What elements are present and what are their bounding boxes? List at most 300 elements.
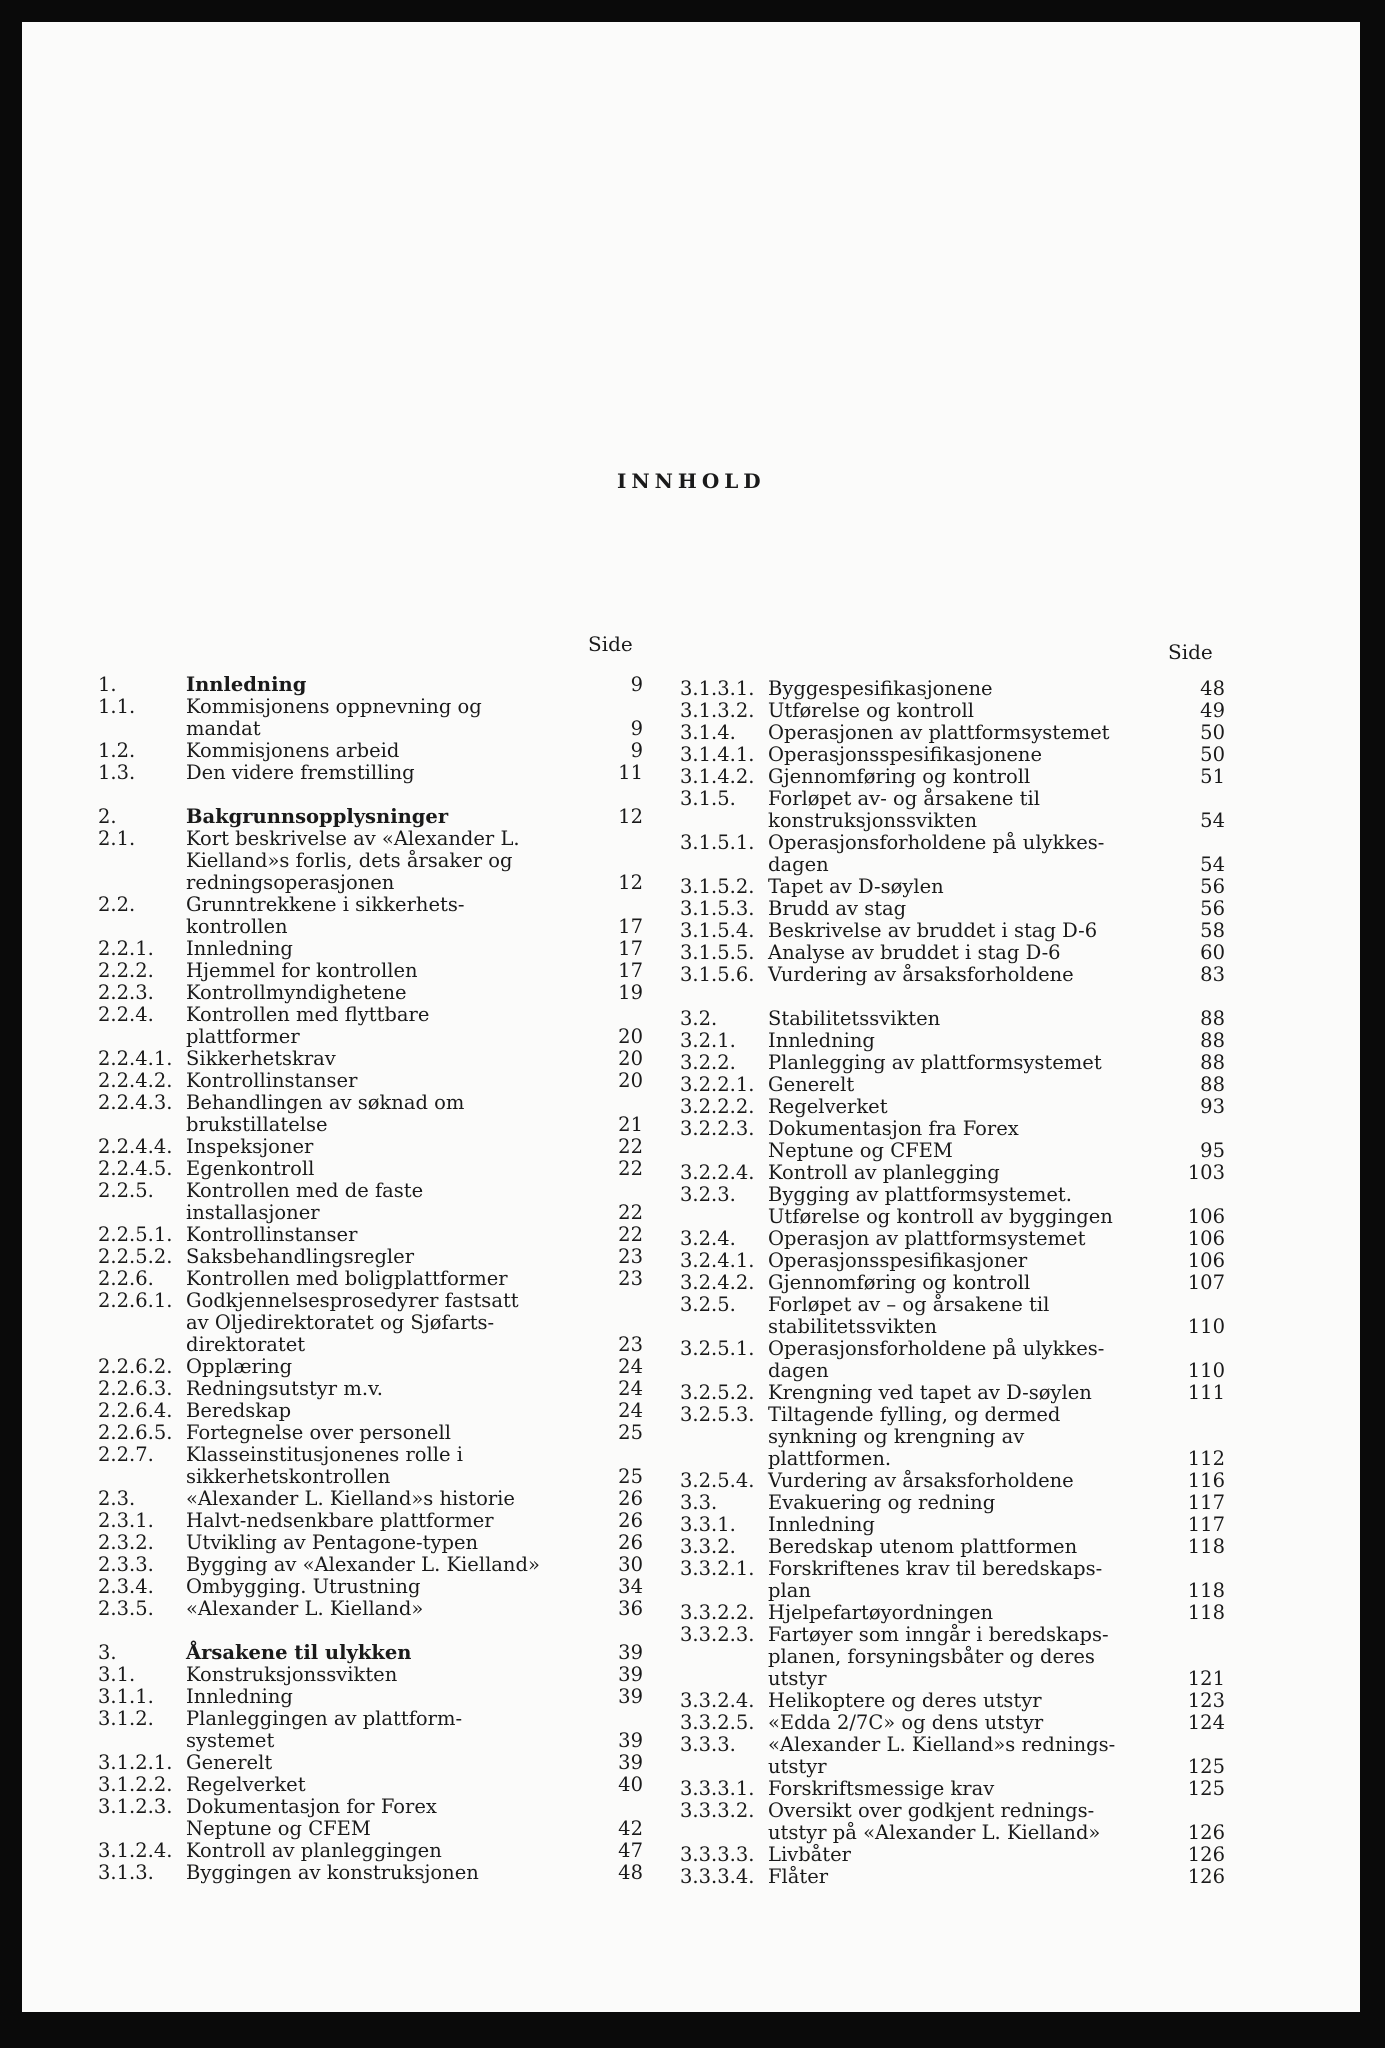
toc-entry-number: 2.2.6.5.: [98, 1421, 173, 1444]
toc-entry-page: 125: [1187, 1755, 1225, 1778]
toc-entry-number: 3.3.3.2.: [680, 1799, 755, 1822]
toc-entry-title: [768, 1514, 1173, 1536]
toc-entry-number: 3.2.5.2.: [680, 1381, 755, 1404]
toc-entry-number: 3.1.4.2.: [680, 765, 755, 788]
toc-entry-title: [768, 1184, 1173, 1228]
toc-entry-number: 1.: [98, 673, 117, 696]
toc-entry-number: 3.2.4.: [680, 1227, 736, 1250]
toc-entry-line: utstyr: [768, 1667, 827, 1690]
toc-left-column: [98, 674, 643, 1884]
toc-entry-title: [186, 1796, 591, 1840]
toc-entry-line: Utvikling av Pentagone-typen: [186, 1531, 479, 1554]
toc-entry-title: [186, 894, 591, 938]
toc-entry-title: [186, 1488, 591, 1510]
toc-entry-number: 3.2.5.1.: [680, 1337, 755, 1360]
toc-entry-title: [768, 1844, 1173, 1866]
toc-entry-number: 2.2.4.2.: [98, 1069, 173, 1092]
toc-entry-title: [768, 1866, 1173, 1888]
toc-entry-number: 2.3.3.: [98, 1553, 154, 1576]
toc-entry-line: plattformen.: [768, 1447, 892, 1470]
toc-entry: [680, 1514, 1225, 1536]
toc-entry-page: 24: [618, 1399, 643, 1422]
toc-entry-number: 3.2.2.: [680, 1051, 736, 1074]
toc-entry-line: Den videre fremstilling: [186, 761, 415, 784]
toc-entry-number: 3.1.5.1.: [680, 831, 755, 854]
toc-entry-number: 3.1.5.4.: [680, 919, 755, 942]
toc-entry-number: 3.2.3.: [680, 1183, 736, 1206]
toc-entry-page: 9: [630, 739, 643, 762]
toc-entry: [680, 744, 1225, 766]
toc-entry-line: Årsakene til ulykken: [186, 1641, 412, 1664]
toc-entry-number: 2.2.5.2.: [98, 1245, 173, 1268]
toc-entry-number: 3.1.5.: [680, 787, 736, 810]
toc-entry-page: 17: [618, 915, 643, 938]
toc-entry-line: Livbåter: [768, 1843, 852, 1866]
toc-entry-page: 88: [1200, 1007, 1225, 1030]
toc-entry-title: [768, 1294, 1173, 1338]
toc-entry-page: 39: [618, 1751, 643, 1774]
toc-entry-line: Vurdering av årsaksforholdene: [768, 963, 1074, 986]
toc-entry-page: 40: [618, 1773, 643, 1796]
toc-entry-number: 3.3.1.: [680, 1513, 736, 1536]
toc-entry-number: 3.3.3.: [680, 1733, 736, 1756]
toc-entry: [98, 1598, 643, 1620]
toc-entry-line: Brudd av stag: [768, 897, 907, 920]
toc-entry: [98, 1136, 643, 1158]
toc-entry-line: Beredskap: [186, 1399, 292, 1422]
toc-entry-line: Forskriftsmessige krav: [768, 1777, 995, 1800]
toc-entry-page: 39: [618, 1663, 643, 1686]
toc-entry-number: 2.2.1.: [98, 937, 154, 960]
toc-entry-number: 3.3.3.3.: [680, 1843, 755, 1866]
toc-entry-title: [186, 1598, 591, 1620]
toc-entry-page: 107: [1187, 1271, 1225, 1294]
toc-entry-number: 3.1.5.2.: [680, 875, 755, 898]
toc-entry-title: [768, 744, 1173, 766]
toc-entry-page: 95: [1200, 1139, 1225, 1162]
document-page: [22, 22, 1360, 2012]
toc-entry: [680, 1008, 1225, 1030]
toc-entry-title: [186, 1510, 591, 1532]
toc-entry-line: Gjennomføring og kontroll: [768, 765, 1031, 788]
toc-entry: [98, 1048, 643, 1070]
toc-entry: [680, 1382, 1225, 1404]
toc-entry-line: Byggespesifikasjonene: [768, 677, 993, 700]
toc-entry-page: 19: [618, 981, 643, 1004]
toc-entry-line: Hjemmel for kontrollen: [186, 959, 418, 982]
toc-entry-page: 26: [618, 1531, 643, 1554]
toc-entry-page: 17: [618, 959, 643, 982]
toc-entry-number: 3.2.: [680, 1007, 718, 1030]
toc-entry-line: synkning og krengning av: [768, 1425, 1025, 1448]
toc-entry: [98, 1356, 643, 1378]
toc-entry: [98, 740, 643, 762]
toc-entry-number: 3.3.2.5.: [680, 1711, 755, 1734]
toc-entry: [680, 1404, 1225, 1470]
toc-entry-title: [186, 1686, 591, 1708]
toc-entry-line: plattformer: [186, 1025, 300, 1048]
toc-entry-page: 39: [618, 1641, 643, 1664]
toc-entry-title: [186, 1642, 591, 1664]
toc-entry-line: kontrollen: [186, 915, 288, 938]
toc-entry-title: [186, 1576, 591, 1598]
toc-entry-line: Bygging av «Alexander L. Kielland»: [186, 1553, 540, 1576]
toc-entry-line: Hjelpefartøyordningen: [768, 1601, 994, 1624]
toc-entry-line: Redningsutstyr m.v.: [186, 1377, 383, 1400]
toc-entry-page: 30: [618, 1553, 643, 1576]
toc-entry-line: Operasjonsspesifikasjoner: [768, 1249, 1028, 1272]
toc-entry-title: [768, 1338, 1173, 1382]
toc-entry-line: dagen: [768, 1359, 829, 1382]
toc-entry-number: 3.3.2.: [680, 1535, 736, 1558]
toc-entry-number: 3.1.2.2.: [98, 1773, 173, 1796]
toc-entry-page: 106: [1187, 1249, 1225, 1272]
toc-entry-page: 88: [1200, 1073, 1225, 1096]
toc-entry-page: 9: [630, 673, 643, 696]
toc-entry-page: 56: [1200, 897, 1225, 920]
toc-entry-line: plan: [768, 1579, 811, 1602]
toc-entry: [98, 894, 643, 938]
toc-entry: [680, 964, 1225, 986]
toc-entry-line: Innledning: [768, 1513, 875, 1536]
toc-entry-page: 22: [618, 1223, 643, 1246]
toc-entry-title: [186, 1774, 591, 1796]
toc-entry-line: installasjoner: [186, 1201, 320, 1224]
toc-entry-title: [186, 1048, 591, 1070]
side-label-right: Side: [1168, 640, 1213, 664]
toc-entry: [98, 1444, 643, 1488]
toc-entry-line: Fortegnelse over personell: [186, 1421, 451, 1444]
toc-entry-title: [768, 1030, 1173, 1052]
toc-entry-number: 1.3.: [98, 761, 136, 784]
toc-entry: [98, 960, 643, 982]
toc-entry-page: 22: [618, 1201, 643, 1224]
toc-entry-line: mandat: [186, 717, 261, 740]
toc-entry: [680, 942, 1225, 964]
toc-entry-number: 2.3.5.: [98, 1597, 154, 1620]
toc-entry: [98, 1686, 643, 1708]
toc-entry: [680, 678, 1225, 700]
toc-entry: [98, 1158, 643, 1180]
toc-entry-number: 2.: [98, 805, 117, 828]
toc-entry-title: [186, 696, 591, 740]
toc-entry-page: 42: [618, 1817, 643, 1840]
toc-entry-page: 56: [1200, 875, 1225, 898]
toc-entry-title: [186, 1070, 591, 1092]
toc-entry-line: Kontrollinstanser: [186, 1069, 358, 1092]
toc-entry: [680, 1624, 1225, 1690]
toc-entry-title: [768, 1162, 1173, 1184]
toc-entry-page: 25: [618, 1421, 643, 1444]
toc-entry-title: [186, 982, 591, 1004]
toc-entry: [680, 1096, 1225, 1118]
toc-entry-line: Kort beskrivelse av «Alexander L.: [186, 827, 520, 850]
toc-entry-line: utstyr: [768, 1755, 827, 1778]
toc-entry-number: 2.2.7.: [98, 1443, 154, 1466]
toc-entry-number: 3.1.3.: [98, 1861, 154, 1884]
toc-entry-page: 126: [1187, 1843, 1225, 1866]
toc-entry-line: Helikoptere og deres utstyr: [768, 1689, 1042, 1712]
toc-entry-page: 54: [1200, 853, 1225, 876]
toc-entry: [98, 1400, 643, 1422]
toc-entry-line: Konstruksjonssvikten: [186, 1663, 398, 1686]
toc-entry-number: 3.2.2.2.: [680, 1095, 755, 1118]
toc-entry: [680, 1118, 1225, 1162]
toc-entry-page: 20: [618, 1047, 643, 1070]
toc-entry-page: 126: [1187, 1865, 1225, 1888]
toc-entry-line: Halvt-nedsenkbare plattformer: [186, 1509, 494, 1532]
toc-entry-line: Kontrollen med flyttbare: [186, 1003, 430, 1026]
toc-entry-line: Tiltagende fylling, og dermed: [768, 1403, 1061, 1426]
toc-entry-page: 48: [1200, 677, 1225, 700]
toc-entry-number: 3.1.: [98, 1663, 136, 1686]
toc-entry-number: 3.1.2.4.: [98, 1839, 173, 1862]
toc-entry: [98, 1510, 643, 1532]
toc-entry-title: [186, 1268, 591, 1290]
toc-entry-line: Neptune og CFEM: [768, 1139, 953, 1162]
toc-entry-line: Operasjonsforholdene på ulykkes-: [768, 1337, 1105, 1360]
toc-entry-number: 2.2.6.1.: [98, 1289, 173, 1312]
toc-entry: [680, 788, 1225, 832]
toc-entry-number: 2.2.4.4.: [98, 1135, 173, 1158]
toc-entry-number: 3.3.3.1.: [680, 1777, 755, 1800]
toc-entry: [680, 1250, 1225, 1272]
toc-entry: [98, 1422, 643, 1444]
toc-entry-title: [768, 1008, 1173, 1030]
toc-entry-line: Byggingen av konstruksjonen: [186, 1861, 479, 1884]
toc-entry: [98, 1378, 643, 1400]
toc-entry: [680, 1030, 1225, 1052]
toc-entry-page: 93: [1200, 1095, 1225, 1118]
toc-entry-line: Forskriftenes krav til beredskaps-: [768, 1557, 1103, 1580]
toc-entry: [680, 1690, 1225, 1712]
toc-entry: [98, 1642, 643, 1664]
toc-entry-title: [186, 1708, 591, 1752]
toc-entry-line: Vurdering av årsaksforholdene: [768, 1469, 1074, 1492]
toc-entry-line: Ombygging. Utrustning: [186, 1575, 421, 1598]
toc-entry-page: 118: [1187, 1579, 1225, 1602]
toc-entry-page: 23: [618, 1245, 643, 1268]
toc-entry-page: 23: [618, 1267, 643, 1290]
toc-entry-number: 2.2.5.1.: [98, 1223, 173, 1246]
toc-entry-title: [768, 1272, 1173, 1294]
toc-entry-line: Inspeksjoner: [186, 1135, 314, 1158]
toc-entry: [680, 832, 1225, 876]
toc-entry: [680, 898, 1225, 920]
toc-entry: [98, 1664, 643, 1686]
toc-entry-title: [186, 828, 591, 894]
toc-entry-number: 3.2.1.: [680, 1029, 736, 1052]
toc-entry-number: 2.2.6.: [98, 1267, 154, 1290]
toc-entry-page: 20: [618, 1025, 643, 1048]
toc-entry-title: [186, 1400, 591, 1422]
toc-entry-number: 3.2.2.4.: [680, 1161, 755, 1184]
toc-entry: [680, 1470, 1225, 1492]
toc-entry-title: [768, 1536, 1173, 1558]
toc-entry-line: Operasjon av plattformsystemet: [768, 1227, 1086, 1250]
toc-entry-title: [186, 1862, 591, 1884]
toc-entry-title: [186, 762, 591, 784]
toc-entry-line: Operasjonen av plattformsystemet: [768, 721, 1110, 744]
toc-entry-line: Kielland»s forlis, dets årsaker og: [186, 849, 513, 872]
toc-entry-line: redningsoperasjonen: [186, 871, 395, 894]
toc-entry-title: [768, 1734, 1173, 1778]
toc-entry-title: [186, 1554, 591, 1576]
toc-entry-line: systemet: [186, 1729, 275, 1752]
toc-entry-page: 118: [1187, 1535, 1225, 1558]
toc-entry-page: 50: [1200, 721, 1225, 744]
toc-entry-page: 23: [618, 1333, 643, 1356]
toc-entry-number: 2.3.2.: [98, 1531, 154, 1554]
toc-entry-number: 3.2.5.: [680, 1293, 736, 1316]
toc-entry-title: [186, 1444, 591, 1488]
toc-entry-line: Krengning ved tapet av D-søylen: [768, 1381, 1092, 1404]
toc-entry-line: Sikkerhetskrav: [186, 1047, 336, 1070]
toc-entry-number: 3.1.3.2.: [680, 699, 755, 722]
toc-entry: [680, 1272, 1225, 1294]
toc-entry-page: 17: [618, 937, 643, 960]
toc-entry-page: 39: [618, 1685, 643, 1708]
toc-entry-line: Utførelse og kontroll av byggingen: [768, 1205, 1113, 1228]
toc-entry-number: 3.1.2.3.: [98, 1795, 173, 1818]
toc-entry-line: av Oljedirektoratet og Sjøfarts-: [186, 1311, 495, 1334]
toc-entry: [680, 876, 1225, 898]
toc-entry: [98, 1092, 643, 1136]
toc-entry: [680, 1734, 1225, 1778]
toc-entry-page: 22: [618, 1157, 643, 1180]
toc-entry-title: [768, 898, 1173, 920]
toc-entry-number: 3.: [98, 1641, 117, 1664]
toc-entry: [98, 1796, 643, 1840]
toc-entry-number: 1.1.: [98, 695, 136, 718]
toc-entry-number: 2.2.4.3.: [98, 1091, 173, 1114]
toc-entry-page: 22: [618, 1135, 643, 1158]
toc-entry-line: Kontrollmyndighetene: [186, 981, 407, 1004]
toc-entry-title: [768, 722, 1173, 744]
toc-entry-title: [768, 876, 1173, 898]
toc-entry-title: [768, 1052, 1173, 1074]
toc-entry-line: konstruksjonssvikten: [768, 809, 978, 832]
toc-entry-page: 117: [1187, 1491, 1225, 1514]
toc-entry-page: 123: [1187, 1689, 1225, 1712]
toc-entry: [98, 1532, 643, 1554]
toc-entry-title: [186, 1422, 591, 1444]
toc-entry-number: 2.3.4.: [98, 1575, 154, 1598]
toc-entry-page: 36: [618, 1597, 643, 1620]
toc-entry-page: 88: [1200, 1051, 1225, 1074]
toc-entry: [680, 1294, 1225, 1338]
toc-entry-title: [186, 1004, 591, 1048]
toc-entry: [98, 1070, 643, 1092]
toc-entry-title: [768, 700, 1173, 722]
toc-entry-number: 3.1.2.: [98, 1707, 154, 1730]
toc-entry-page: 39: [618, 1729, 643, 1752]
toc-entry-title: [186, 1532, 591, 1554]
toc-entry: [98, 1180, 643, 1224]
toc-entry-title: [186, 1246, 591, 1268]
toc-entry-page: 48: [618, 1861, 643, 1884]
toc-entry-title: [186, 1158, 591, 1180]
toc-entry-page: 47: [618, 1839, 643, 1862]
toc-entry-number: 3.2.4.1.: [680, 1249, 755, 1272]
toc-entry: [98, 1488, 643, 1510]
toc-entry-title: [768, 1800, 1173, 1844]
toc-entry-number: 3.3.2.4.: [680, 1689, 755, 1712]
toc-entry-title: [768, 1778, 1173, 1800]
toc-entry-title: [768, 1228, 1173, 1250]
toc-entry: [98, 1862, 643, 1884]
toc-entry: [680, 1052, 1225, 1074]
toc-entry-number: 3.2.5.3.: [680, 1403, 755, 1426]
toc-entry-line: Klasseinstitusjonenes rolle i: [186, 1443, 463, 1466]
side-label-left: Side: [588, 632, 633, 656]
toc-entry-title: [186, 1290, 591, 1356]
toc-entry-title: [768, 1404, 1173, 1470]
toc-entry-line: utstyr på «Alexander L. Kielland»: [768, 1821, 1101, 1844]
toc-entry-line: Innledning: [186, 937, 293, 960]
toc-entry-title: [768, 964, 1173, 986]
toc-entry-line: Evakuering og redning: [768, 1491, 996, 1514]
toc-entry-page: 12: [618, 805, 643, 828]
section-gap: [98, 1620, 643, 1642]
toc-entry-number: 3.1.4.: [680, 721, 736, 744]
toc-entry-line: Kontrollen med boligplattformer: [186, 1267, 508, 1290]
toc-entry-page: 106: [1187, 1227, 1225, 1250]
toc-entry-title: [768, 1074, 1173, 1096]
toc-entry-page: 116: [1187, 1469, 1225, 1492]
toc-entry-page: 20: [618, 1069, 643, 1092]
toc-entry-line: Neptune og CFEM: [186, 1817, 371, 1840]
toc-entry: [98, 1004, 643, 1048]
toc-entry-number: 3.1.5.5.: [680, 941, 755, 964]
toc-entry-line: Operasjonsforholdene på ulykkes-: [768, 831, 1105, 854]
toc-entry-page: 34: [618, 1575, 643, 1598]
toc-entry-number: 2.2.: [98, 893, 136, 916]
toc-entry: [680, 920, 1225, 942]
toc-entry-line: Kontroll av planlegging: [768, 1161, 1000, 1184]
toc-entry: [680, 700, 1225, 722]
toc-entry-page: 11: [618, 761, 643, 784]
toc-entry-page: 49: [1200, 699, 1225, 722]
toc-entry-line: Kontroll av planleggingen: [186, 1839, 442, 1862]
toc-entry-number: 3.1.3.1.: [680, 677, 755, 700]
toc-entry-title: [768, 1492, 1173, 1514]
toc-entry-page: 26: [618, 1487, 643, 1510]
toc-entry-page: 51: [1200, 765, 1225, 788]
toc-entry: [98, 1268, 643, 1290]
toc-entry-line: direktoratet: [186, 1333, 306, 1356]
toc-entry-number: 3.1.5.3.: [680, 897, 755, 920]
toc-entry-line: Generelt: [186, 1751, 273, 1774]
toc-entry-page: 118: [1187, 1601, 1225, 1624]
toc-entry-page: 26: [618, 1509, 643, 1532]
toc-entry: [680, 1338, 1225, 1382]
toc-entry: [98, 1554, 643, 1576]
toc-entry-number: 2.2.6.2.: [98, 1355, 173, 1378]
toc-entry: [98, 1774, 643, 1796]
toc-entry-title: [768, 1470, 1173, 1492]
toc-entry-title: [768, 678, 1173, 700]
toc-entry-title: [768, 920, 1173, 942]
toc-entry-line: Operasjonsspesifikasjonene: [768, 743, 1043, 766]
toc-entry-page: 58: [1200, 919, 1225, 942]
toc-entry: [680, 1558, 1225, 1602]
toc-entry-line: Kontrollinstanser: [186, 1223, 358, 1246]
toc-entry-line: Godkjennelsesprosedyrer fastsatt: [186, 1289, 519, 1312]
toc-entry: [98, 1576, 643, 1598]
section-gap: [98, 784, 643, 806]
toc-entry-number: 3.2.5.4.: [680, 1469, 755, 1492]
